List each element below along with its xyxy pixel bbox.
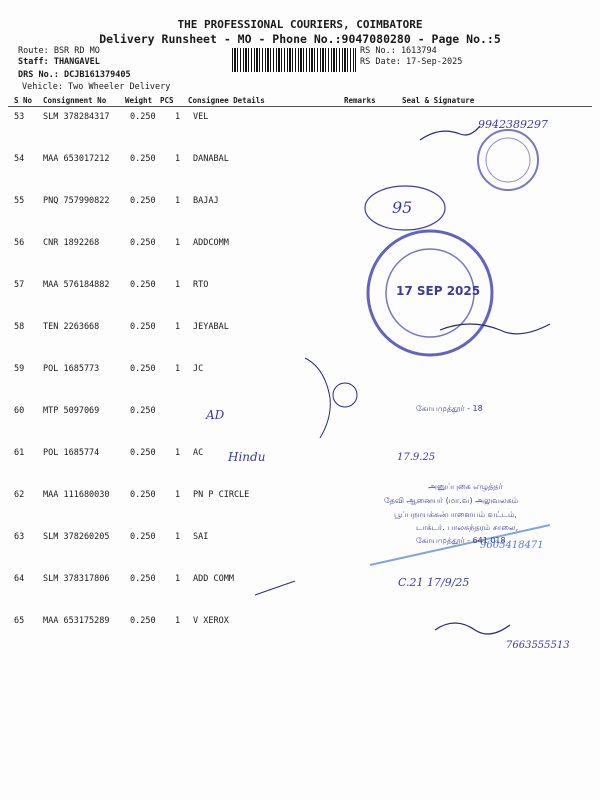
handwriting-hindu: Hindu bbox=[228, 450, 266, 464]
drs-number: DRS No.: DCJB161379405 bbox=[18, 70, 131, 80]
row-details: DANABAL bbox=[193, 154, 229, 164]
row-pcs: 1 bbox=[175, 196, 181, 206]
handwriting-phone-bottom: 7663555513 bbox=[506, 640, 570, 651]
row-pcs: 1 bbox=[175, 112, 181, 122]
signature-row53 bbox=[420, 126, 480, 140]
handwriting-95: 95 bbox=[392, 198, 413, 217]
handwriting-date: 17.9.25 bbox=[397, 452, 436, 463]
row-pcs: 1 bbox=[175, 322, 181, 332]
company-title: THE PROFESSIONAL COURIERS, COIMBATORE bbox=[177, 18, 423, 31]
row-sno: 59 bbox=[14, 364, 25, 374]
stamp-tamil-2: தேவி ஆனையர் (மா.வ) அலுவலகம் bbox=[384, 496, 519, 505]
row-weight: 0.250 bbox=[130, 532, 156, 542]
stroke-row64 bbox=[255, 581, 295, 595]
runsheet-title: Delivery Runsheet - MO - Phone No.:9047080280 - Page No.:5 bbox=[99, 32, 501, 46]
handwriting-phone-blue: 9605418471 bbox=[480, 540, 544, 551]
row-details: VEL bbox=[193, 112, 209, 122]
row-sno: 57 bbox=[14, 280, 25, 290]
row-details: JEYABAL bbox=[193, 322, 229, 332]
row-weight: 0.250 bbox=[130, 322, 156, 332]
row-consignment: POL 1685773 bbox=[43, 364, 100, 374]
round-stamp-small bbox=[478, 130, 538, 190]
rs-number: RS No.: 1613794 bbox=[360, 46, 437, 56]
row-details: SAI bbox=[193, 532, 209, 542]
row-consignment: TEN 2263668 bbox=[43, 322, 100, 332]
row-pcs: 1 bbox=[175, 364, 181, 374]
stamp-tamil-1: அனுப்புகை எழுத்தர் bbox=[428, 482, 503, 491]
row-weight: 0.250 bbox=[130, 448, 156, 458]
stamp-tamil-4: டாக்டர். பாலசுந்தரம் சாலை, bbox=[416, 523, 519, 532]
row-pcs: 1 bbox=[175, 574, 181, 584]
row-details: ADDCOMM bbox=[193, 238, 229, 248]
row-details: JC bbox=[193, 364, 204, 374]
row-pcs: 1 bbox=[175, 532, 181, 542]
route-label: Route: BSR RD MO bbox=[18, 46, 100, 56]
row-pcs: 1 bbox=[175, 448, 181, 458]
stamp-tamil-5: கோயமுத்தூர் - 641 018 bbox=[416, 536, 506, 545]
row-pcs: 1 bbox=[175, 238, 181, 248]
row-consignment: SLM 378317806 bbox=[43, 574, 110, 584]
row-sno: 61 bbox=[14, 448, 25, 458]
col-seal: Seal & Signature bbox=[402, 96, 475, 105]
row-consignment: MAA 653017212 bbox=[43, 154, 110, 164]
row-weight: 0.250 bbox=[130, 154, 156, 164]
col-weight: Weight bbox=[125, 96, 153, 105]
stamp-tamil-3: பூப்பநாயக்கன்பாளையம் வட்டம், bbox=[394, 510, 517, 519]
row-consignment: SLM 378260205 bbox=[43, 532, 110, 542]
col-pcs: PCS bbox=[160, 96, 174, 105]
row-sno: 63 bbox=[14, 532, 25, 542]
handwriting-ad: AD bbox=[206, 408, 225, 422]
col-consignment: Consignment No bbox=[43, 96, 107, 105]
handwriting-row64: C.21 17/9/25 bbox=[398, 576, 470, 589]
row-weight: 0.250 bbox=[130, 280, 156, 290]
row-weight: 0.250 bbox=[130, 238, 156, 248]
vehicle-label: Vehicle: Two Wheeler Delivery bbox=[22, 82, 171, 92]
row-consignment: MAA 111680030 bbox=[43, 490, 110, 500]
staff-label: Staff: THANGAVEL bbox=[18, 57, 100, 67]
row-sno: 54 bbox=[14, 154, 25, 164]
row-details: RTO bbox=[193, 280, 209, 290]
row-sno: 56 bbox=[14, 238, 25, 248]
row-pcs: 1 bbox=[175, 616, 181, 626]
row-weight: 0.250 bbox=[130, 490, 156, 500]
signature-row65 bbox=[435, 623, 510, 634]
row-consignment: PNQ 757990822 bbox=[43, 196, 110, 206]
row-weight: 0.250 bbox=[130, 616, 156, 626]
row-pcs: 1 bbox=[175, 280, 181, 290]
row-sno: 58 bbox=[14, 322, 25, 332]
row-consignment: SLM 378284317 bbox=[43, 112, 110, 122]
row-weight: 0.250 bbox=[130, 364, 156, 374]
row-details: PN P CIRCLE bbox=[193, 490, 250, 500]
row-consignment: CNR 1892268 bbox=[43, 238, 100, 248]
row-sno: 62 bbox=[14, 490, 25, 500]
row-consignment: MAA 653175289 bbox=[43, 616, 110, 626]
row-consignment: MTP 5097069 bbox=[43, 406, 100, 416]
row-sno: 55 bbox=[14, 196, 25, 206]
scribble-row59 bbox=[305, 358, 330, 438]
row-sno: 60 bbox=[14, 406, 25, 416]
rs-date: RS Date: 17-Sep-2025 bbox=[360, 57, 463, 67]
row-details: V XEROX bbox=[193, 616, 229, 626]
row-weight: 0.250 bbox=[130, 574, 156, 584]
handwriting-phone: 9942389297 bbox=[478, 118, 548, 131]
stamp-post-code: கோயமுத்தூர் - 18 bbox=[416, 404, 483, 413]
row-details: AC bbox=[193, 448, 204, 458]
stamp-date: 17 SEP 2025 bbox=[396, 284, 481, 298]
row-sno: 64 bbox=[14, 574, 25, 584]
row-details: BAJAJ bbox=[193, 196, 219, 206]
row-details: ADD COMM bbox=[193, 574, 234, 584]
col-details: Consignee Details bbox=[188, 96, 265, 105]
row-consignment: MAA 576184882 bbox=[43, 280, 110, 290]
col-remarks: Remarks bbox=[344, 96, 376, 105]
col-sno: S No bbox=[14, 96, 33, 105]
row-sno: 53 bbox=[14, 112, 25, 122]
row-sno: 65 bbox=[14, 616, 25, 626]
row-consignment: POL 1685774 bbox=[43, 448, 100, 458]
row-pcs: 1 bbox=[175, 154, 181, 164]
row-pcs: 1 bbox=[175, 490, 181, 500]
row-weight: 0.250 bbox=[130, 406, 156, 416]
row-weight: 0.250 bbox=[130, 112, 156, 122]
row-weight: 0.250 bbox=[130, 196, 156, 206]
